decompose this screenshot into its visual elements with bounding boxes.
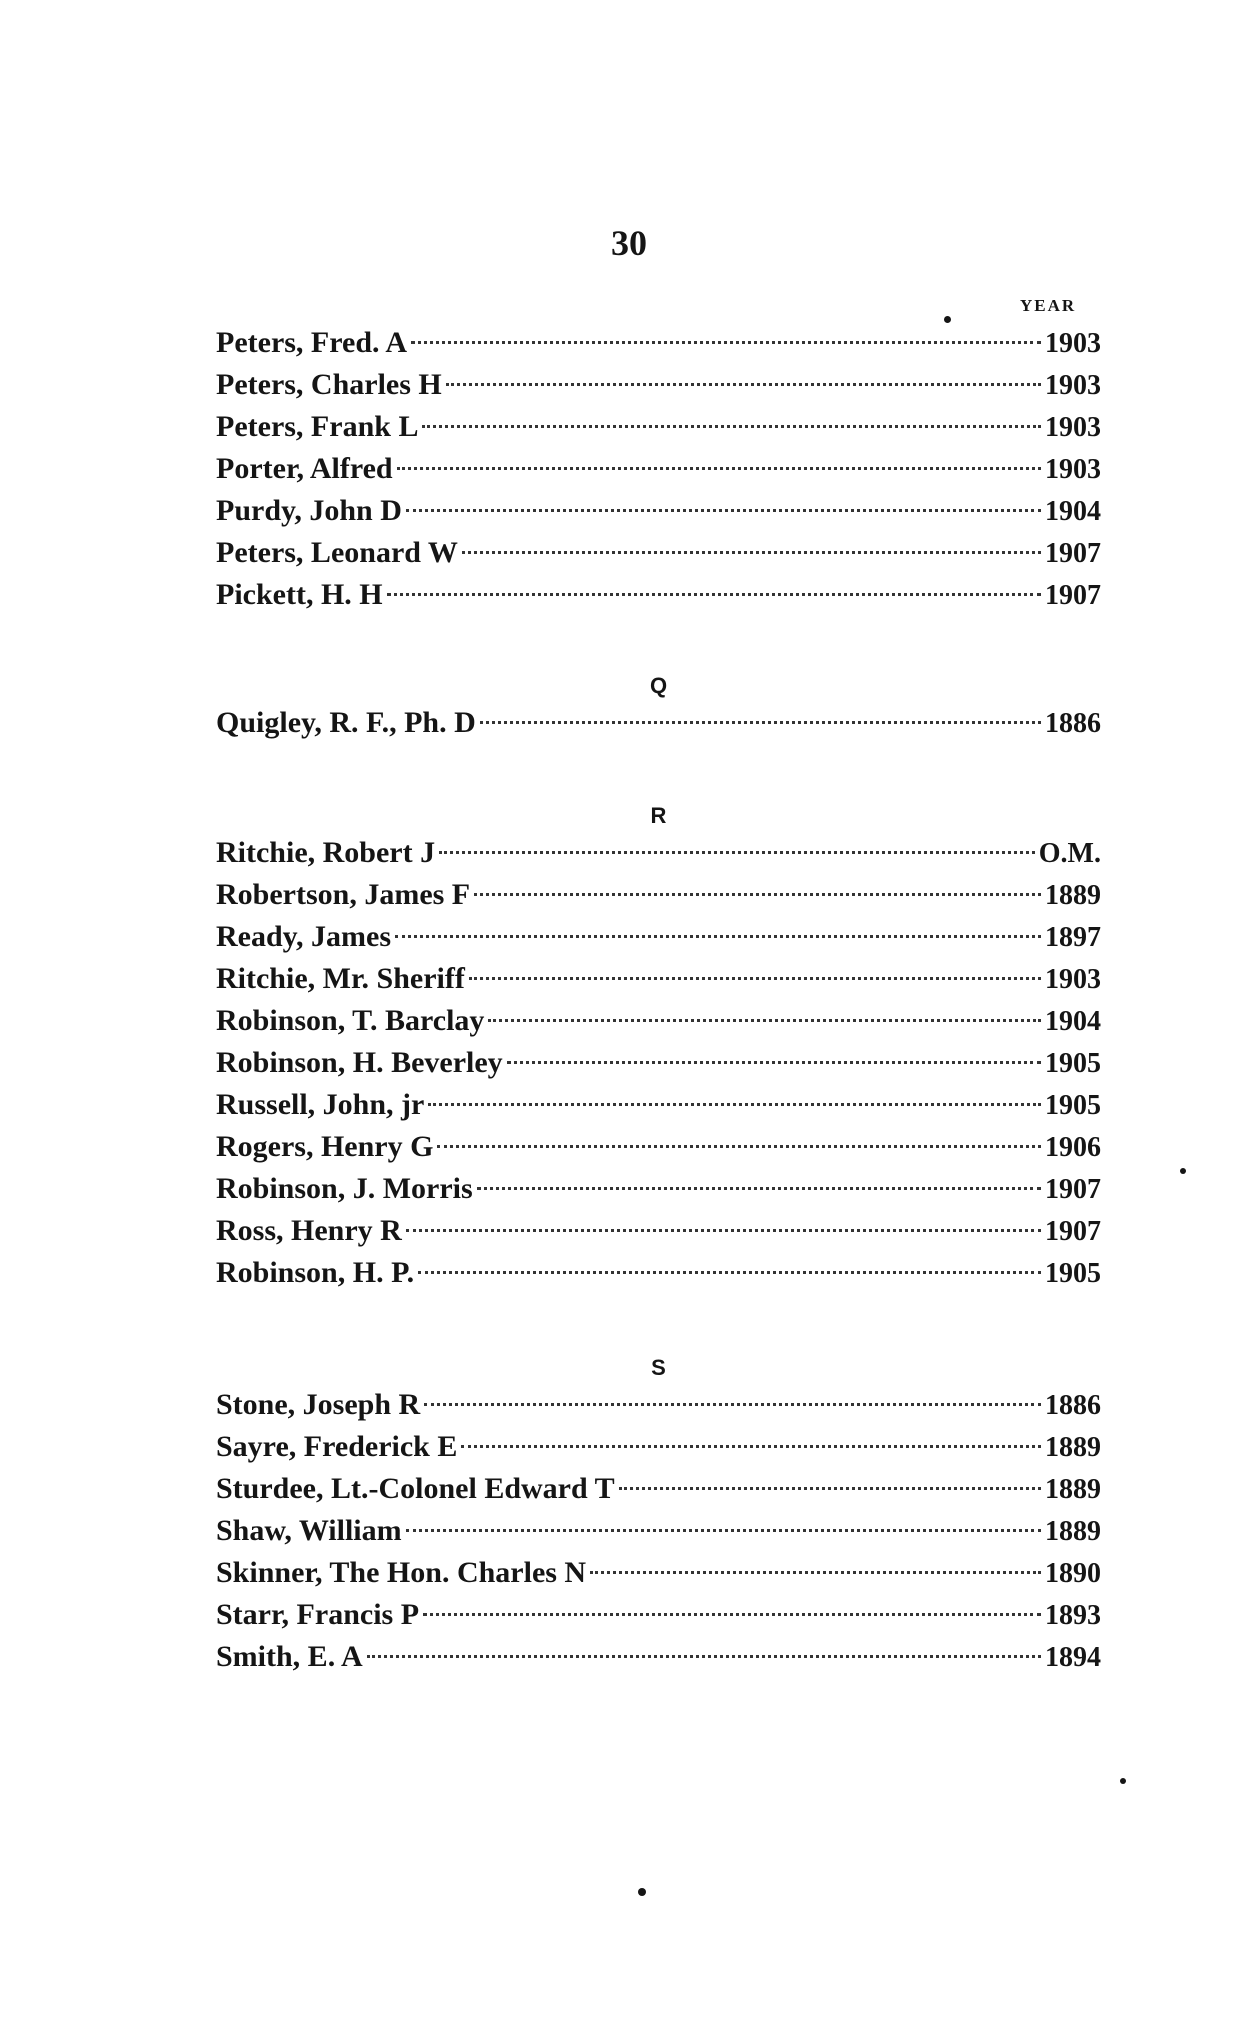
entry-year: 1905 [1045,1090,1101,1121]
entry-year: 1894 [1045,1642,1101,1673]
list-item [216,574,1101,616]
entry-name: Peters, Fred. A [216,326,408,359]
dot-leader [469,977,1041,980]
list-item [216,1384,1101,1426]
entry-name: Starr, Francis P [216,1598,420,1631]
entry-year: 1886 [1045,708,1101,739]
entry-year: 1903 [1045,370,1101,401]
stray-mark [638,1888,646,1896]
stray-mark [1120,1778,1126,1784]
entry-name: Ross, Henry R [216,1214,402,1247]
section-letter: Q [649,673,668,698]
list-item [216,1636,1101,1678]
entry-year: 1904 [1045,496,1101,527]
entry-year: 1903 [1045,454,1101,485]
list-item [216,322,1101,364]
section-p [216,322,1101,616]
entry-year: 1903 [1045,964,1101,995]
entry-name: Robinson, J. Morris [216,1172,473,1205]
entry-year: 1905 [1045,1048,1101,1079]
list-item [216,1000,1101,1042]
entry-year: 1886 [1045,1390,1101,1421]
entry-name: Ready, James [216,920,391,953]
dot-leader [424,1403,1041,1406]
entry-year: 1903 [1045,412,1101,443]
entry-name: Stone, Joseph R [216,1388,421,1421]
dot-leader [477,1187,1041,1190]
dot-leader [406,1229,1041,1232]
entry-year: O.M. [1038,838,1101,869]
entry-name: Quigley, R. F., Ph. D [216,706,476,739]
entry-year: 1905 [1045,1258,1101,1289]
list-item [216,1042,1101,1084]
entry-name: Sturdee, Lt.-Colonel Edward T [216,1472,615,1505]
dot-leader [367,1655,1041,1658]
dot-leader [406,509,1041,512]
entry-year: 1889 [1045,1474,1101,1505]
list-item [216,832,1101,874]
dot-leader [411,341,1041,344]
list-item [216,448,1101,490]
list-item [216,702,1101,744]
list-item [216,1552,1101,1594]
list-item [216,532,1101,574]
dot-leader [480,721,1041,724]
entry-name: Peters, Charles H [216,368,442,401]
entry-name: Robinson, H. Beverley [216,1046,503,1079]
entry-year: 1906 [1045,1132,1101,1163]
dot-leader [462,551,1041,554]
dot-leader [428,1103,1041,1106]
entry-year: 1890 [1045,1558,1101,1589]
list-item [216,958,1101,1000]
entry-name: Robinson, H. P. [216,1256,415,1289]
list-item [216,1168,1101,1210]
list-item [216,406,1101,448]
list-item [216,1210,1101,1252]
entry-name: Russell, John, jr [216,1088,425,1121]
list-item [216,1252,1101,1294]
list-item [216,1510,1101,1552]
entry-name: Shaw, William [216,1514,402,1547]
dot-leader [437,1145,1041,1148]
dot-leader [619,1487,1041,1490]
entry-year: 1907 [1045,580,1101,611]
entry-name: Skinner, The Hon. Charles N [216,1556,587,1589]
entry-year: 1904 [1045,1006,1101,1037]
entry-name: Robinson, T. Barclay [216,1004,485,1037]
dot-leader [387,593,1041,596]
entry-name: Ritchie, Robert J [216,836,436,869]
dot-leader [446,383,1041,386]
section-s [216,1352,1101,1678]
entry-year: 1897 [1045,922,1101,953]
stray-mark [1180,1168,1186,1174]
entry-year: 1889 [1045,880,1101,911]
entry-year: 1889 [1045,1516,1101,1547]
page-number: 30 [611,223,647,263]
entry-year: 1893 [1045,1600,1101,1631]
dot-leader [590,1571,1041,1574]
entry-year: 1907 [1045,1216,1101,1247]
list-item [216,1084,1101,1126]
entry-name: Robertson, James F [216,878,471,911]
section-q [216,670,1101,744]
entry-name: Porter, Alfred [216,452,393,485]
entry-year: 1907 [1045,538,1101,569]
list-item [216,916,1101,958]
dot-leader [406,1529,1041,1532]
entry-name: Ritchie, Mr. Sheriff [216,962,465,995]
list-item [216,1594,1101,1636]
dot-leader [439,851,1035,854]
dot-leader [423,1613,1041,1616]
section-letter: R [650,803,667,828]
section-letter: S [651,1355,666,1380]
dot-leader [395,935,1041,938]
dot-leader [422,425,1041,428]
dot-leader [488,1019,1041,1022]
entry-year: 1903 [1045,328,1101,359]
entry-year: 1889 [1045,1432,1101,1463]
entry-name: Peters, Leonard W [216,536,458,569]
list-item [216,1426,1101,1468]
list-item [216,874,1101,916]
entry-year: 1907 [1045,1174,1101,1205]
list-item [216,364,1101,406]
section-r [216,800,1101,1294]
list-item [216,1126,1101,1168]
entry-name: Sayre, Frederick E [216,1430,458,1463]
list-item [216,1468,1101,1510]
dot-leader [474,893,1041,896]
list-item [216,490,1101,532]
entry-name: Purdy, John D [216,494,402,527]
entry-name: Smith, E. A [216,1640,363,1673]
year-column-header: YEAR [1020,296,1077,315]
dot-leader [397,467,1041,470]
entry-name: Rogers, Henry G [216,1130,434,1163]
dot-leader [507,1061,1041,1064]
dot-leader [461,1445,1041,1448]
entry-name: Pickett, H. H [216,578,383,611]
dot-leader [418,1271,1041,1274]
entry-name: Peters, Frank L [216,410,419,443]
